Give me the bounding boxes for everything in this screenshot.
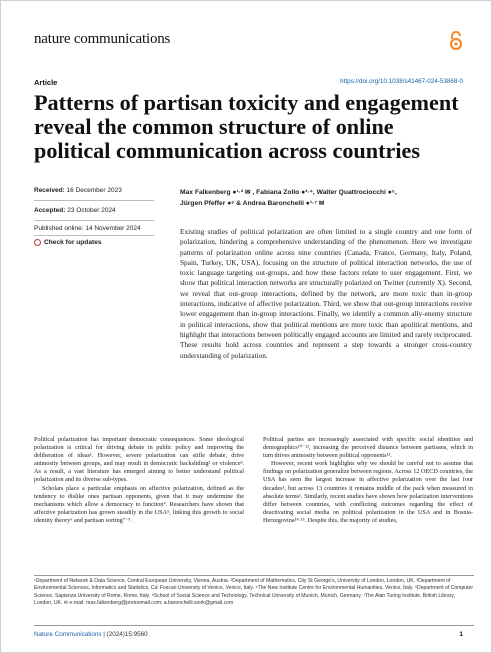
update-check-icon (34, 239, 41, 246)
footer-journal[interactable]: Nature Communications (34, 631, 102, 638)
author-list (180, 187, 470, 209)
body-paragraph: Scholars place a particular emphasis on affective polarization, defined as the tendency to dislike ones partisan opponents, given that it may undermine the mechanisms which allow a democracy to function⁴. Researchers have shown that affective polarization has grown steadily in the USA⁵, linking this growth to social identity theory⁶ and partisan sorting⁷⁻⁹. (34, 484, 244, 524)
affiliations-footnote: ¹Department of Network & Data Science, Central European University, Vienna, Austria. ²Department of Mathematics, City St George's, University of London, London, UK. ³Department of Environmental Sciences, Informatics and Statistics, Ca' Foscari University of Venice, Venice, Italy. ⁴The New Institute Centre for Environmental Humanities, Venice, Italy. ⁵Department of Computer Science, Sapienza University of Rome, Rome, Italy. ⁶School of Social Science and Technology, Technical University of Munich, Munich, Germany. ⁷The Alan Turing Institute, British Library, London, UK. ✉ e-mail: max.falkenberg@protonmail.com; a.baronchelli.work@gmail.com (34, 575, 474, 607)
received-value: 16 December 2023 (66, 187, 122, 194)
body-column-right (263, 436, 473, 525)
body-paragraph: Political polarization has important democratic consequences. Some ideological polarization is critical for driving debate in public policy and improving the deliberation of ideas¹. However, severe polarization can stifle debate, drive animosity between groups, and may result in democratic backsliding² or violence³. As a result, a vast literature has emerged aiming to better understand political polarization and its diverse sub-types. (34, 436, 244, 484)
accepted-label: Accepted: (34, 207, 66, 214)
footer-volume: | (2024)15:9560 (103, 631, 148, 638)
check-for-updates[interactable] (34, 239, 102, 246)
meta-divider (34, 200, 154, 201)
article-type-label: Article (34, 78, 58, 87)
abstract: Existing studies of political polarization are often limited to a single country and one form of polarization, hindering a comprehensive understanding of the phenomenon. Here we investigate patterns of polarization online across nine countries (Canada, France, Germany, Italy, Poland, Spain, Turkey, UK, USA), focusing on the structure of political interaction networks, the use of toxic language targeting out-groups, and how these factors relate to user engagement. First, we show that political interaction networks are structurally polarized on Twitter (currently X). Second, we reveal that out-group interactions, defined by the network, are more toxic than in-group interactions, indicative of affective polarization. Third, we show that out-group interactions receive lower engagement than in-group interactions. Finally, we identify a common ally-enemy structure in political interactions, show that political mentions are more toxic than apolitical mentions, and highlight that interactions between politically engaged accounts are limited and rarely reciprocated. These results hold across countries and represent a step towards a stronger cross-country understanding of polarization. (180, 227, 472, 360)
received-date (34, 187, 122, 194)
body-paragraph: However, recent work highlights why we should be careful not to assume that findings on polarization generalize between regions. Across 12 OECD countries, the USA has seen the largest increase in affective polarization over the last four decades¹, but across 13 countries it remains middle of the pack when measured in absolute terms¹. Similarly, recent studies have shown how polarization interventions differ between countries, with conflicting outcomes regarding the effect of deactivating social media on political polarization in the USA and in Bosnia-Herzegovina¹⁴·¹⁵. Despite this, the majority of studies, (263, 460, 473, 524)
doi-link[interactable]: https://doi.org/10.1038/s41467-024-53868-0 (340, 78, 463, 85)
received-label: Received: (34, 187, 65, 194)
accepted-value: 23 October 2024 (67, 207, 116, 214)
accepted-date (34, 207, 116, 214)
published-date: Published online: 14 November 2024 (34, 225, 141, 232)
body-column-left (34, 436, 244, 525)
journal-name: nature communications (34, 31, 171, 47)
page-number: 1 (459, 631, 463, 638)
meta-divider (34, 220, 154, 221)
meta-divider (34, 235, 154, 236)
footer-citation (34, 631, 148, 638)
body-paragraph: Political parties are increasingly associated with specific social identities and demographics¹⁰⁻¹², increasing the perceived distance between partisans, which in turn drives animosity between political opponents¹³. (263, 436, 473, 460)
check-updates-label: Check for updates (44, 239, 102, 246)
author-line: Jürgen Pfeffer ●⁶ & Andrea Baronchelli ●¹·⁷ ✉ (180, 200, 325, 207)
author-line: Max Falkenberg ●¹·² ✉ , Fabiana Zollo ●³·⁴, Walter Quattrociocchi ●⁵, (180, 189, 397, 196)
open-access-icon (448, 31, 464, 51)
article-title: Patterns of partisan toxicity and engagement reveal the common structure of online political communication across countries (34, 90, 459, 163)
footer-divider (34, 625, 474, 626)
